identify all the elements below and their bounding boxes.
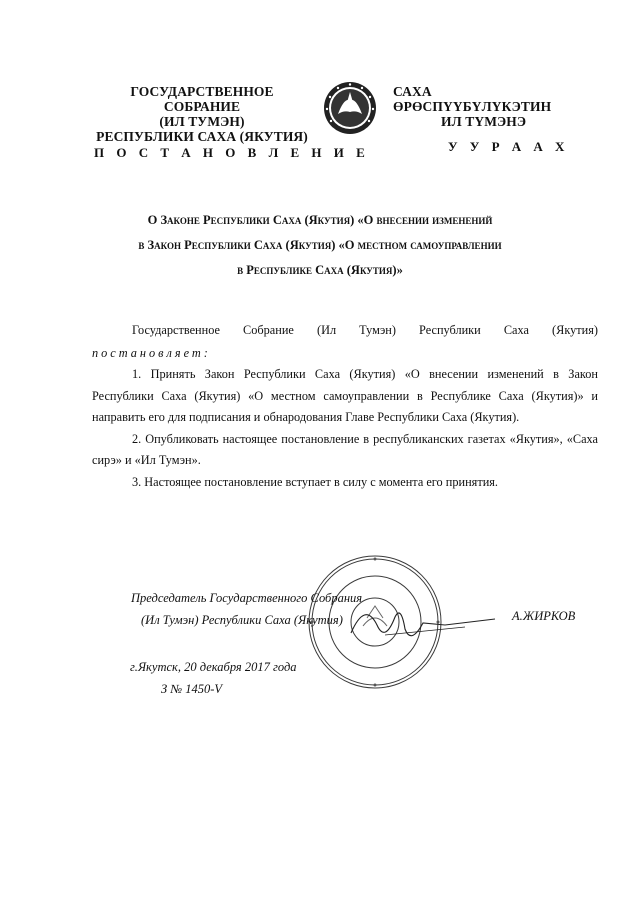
resolution-item: 3. Настоящее постановление вступает в силу с момента его принятия.: [132, 474, 499, 489]
assembly-name-line: ИЛ ТҮМЭНЭ: [441, 114, 527, 129]
assembly-name-yakut: [393, 84, 593, 129]
resolution-item: 1. Принять Закон Республики Саха (Якутия) «О внесении изменений в Закон Республики Саха (Якутия) «О местном самоуправлении в Республике Саха (Якутия)» и направить его для подписания и обнародования Главе Республики Саха (Якутия).: [92, 367, 598, 424]
resolution-item: 2. Опубликовать настоящее постановление в республиканских газетах «Якутия», «Саха сирэ» и «Ил Тумэн».: [92, 431, 598, 467]
signatory-position: [131, 587, 362, 631]
doc-type-yakut: У У Р А А Х: [448, 139, 569, 154]
handwritten-signature-icon: [345, 595, 505, 655]
doc-type-russian: П О С Т А Н О В Л Е Н И Е: [94, 145, 370, 160]
place-and-date-block: [130, 656, 297, 700]
resolution-body: [92, 320, 598, 493]
title-line: О Законе Республики Саха (Якутия) «О внесении изменений: [147, 213, 493, 227]
title-line: в Республике Саха (Якутия)»: [237, 263, 403, 277]
assembly-name-line: ГОСУДАРСТВЕННОЕ СОБРАНИЕ: [130, 84, 274, 114]
signer-name: А.ЖИРКОВ: [512, 609, 576, 623]
resolution-title: [90, 208, 550, 283]
position-line: Председатель Государственного Собрания: [131, 591, 363, 605]
title-line: в Закон Республики Саха (Якутия) «О местном самоуправлении: [138, 238, 502, 252]
assembly-name-line: (ИЛ ТУМЭН): [159, 114, 245, 129]
resolves-word: постановляет:: [92, 345, 211, 360]
position-line: (Ил Тумэн) Республики Саха (Якутия): [141, 613, 343, 627]
assembly-name-russian: [92, 84, 312, 144]
intro-paragraph: Государственное Собрание (Ил Тумэн) Республики Саха (Якутия): [132, 323, 598, 337]
emblem-icon: [322, 80, 378, 136]
document-number: З № 1450-V: [161, 682, 223, 696]
assembly-name-line: САХА ӨРӨСПҮҮБҮЛҮКЭТИН: [393, 84, 552, 114]
assembly-name-line: РЕСПУБЛИКИ САХА (ЯКУТИЯ): [96, 129, 308, 144]
place-date: г.Якутск, 20 декабря 2017 года: [130, 660, 297, 674]
